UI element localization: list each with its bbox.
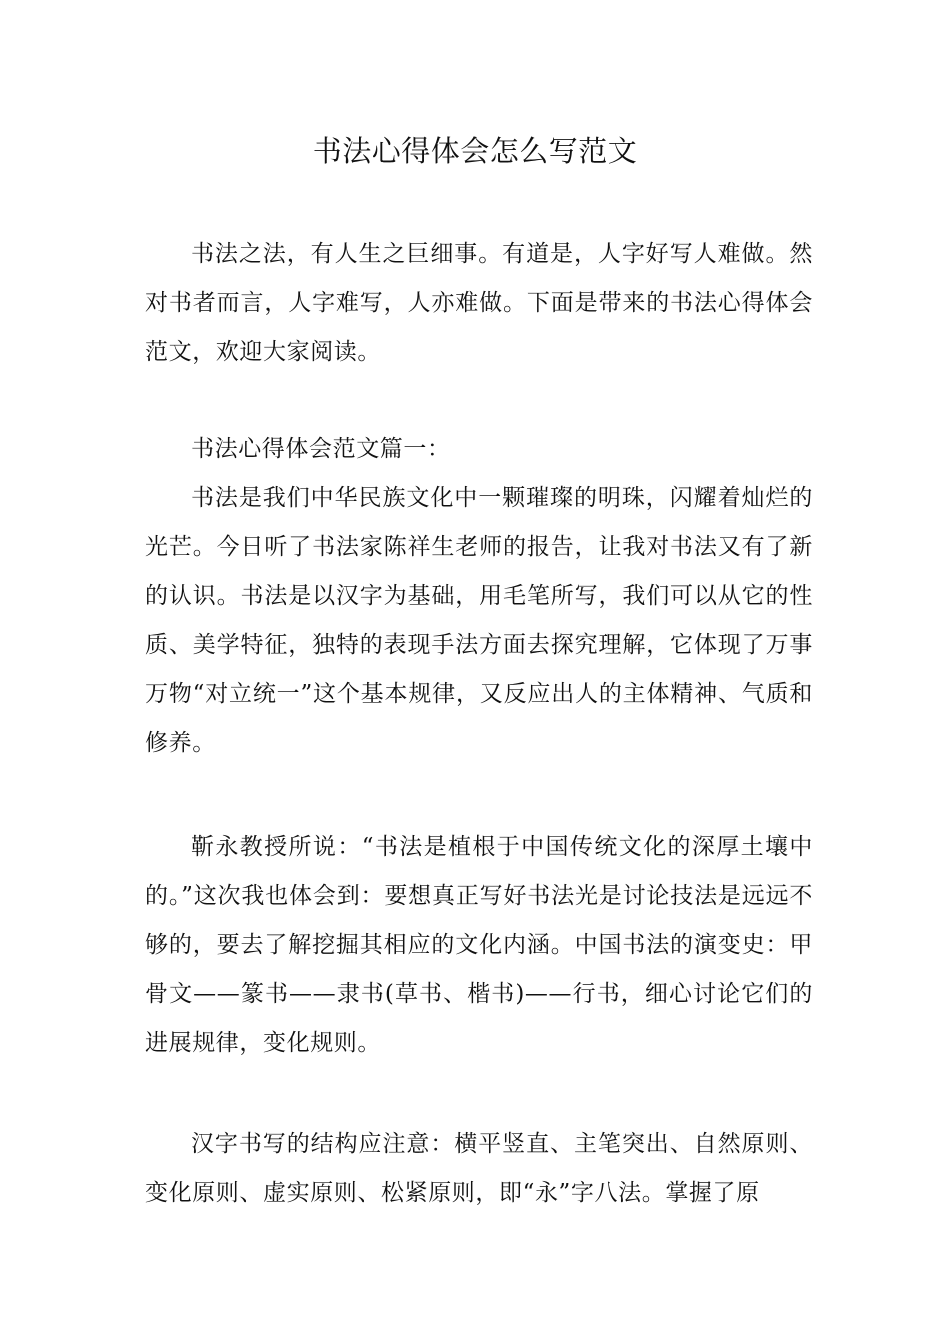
section-heading: 书法心得体会范文篇一： — [191, 436, 451, 462]
body-paragraph-2: 靳永教授所说：“书法是植根于中国传统文化的深厚土壤中的。”这次我也体会到：要想真正写好书法光是讨论技法是远远不够的，要去了解挖掘其相应的文化内涵。中国书法的演变史：甲骨文——篆书——隶书(草书、楷书)——行书，细心讨论它们的进展规律，变化规则。 — [145, 834, 813, 1056]
document-title: 书法心得体会怎么写范文 — [312, 134, 638, 168]
body-paragraph-3: 汉字书写的结构应注意：横平竖直、主笔突出、自然原则、变化原则、虚实原则、松紧原则，即“永”字八法。掌握了原 — [145, 1131, 813, 1206]
body-paragraph-1: 书法是我们中华民族文化中一颗璀璨的明珠，闪耀着灿烂的光芒。今日听了书法家陈祥生老师的报告，让我对书法又有了新的认识。书法是以汉字为基础，用毛笔所写，我们可以从它的性质、美学特征，独特的表现手法方面去探究理解，它体现了万事万物“对立统一”这个基本规律，又反应出人的主体精神、气质和修养。 — [145, 485, 813, 756]
intro-paragraph: 书法之法，有人生之巨细事。有道是，人字好写人难做。然对书者而言，人字难写，人亦难做。下面是带来的书法心得体会范文，欢迎大家阅读。 — [145, 241, 813, 365]
